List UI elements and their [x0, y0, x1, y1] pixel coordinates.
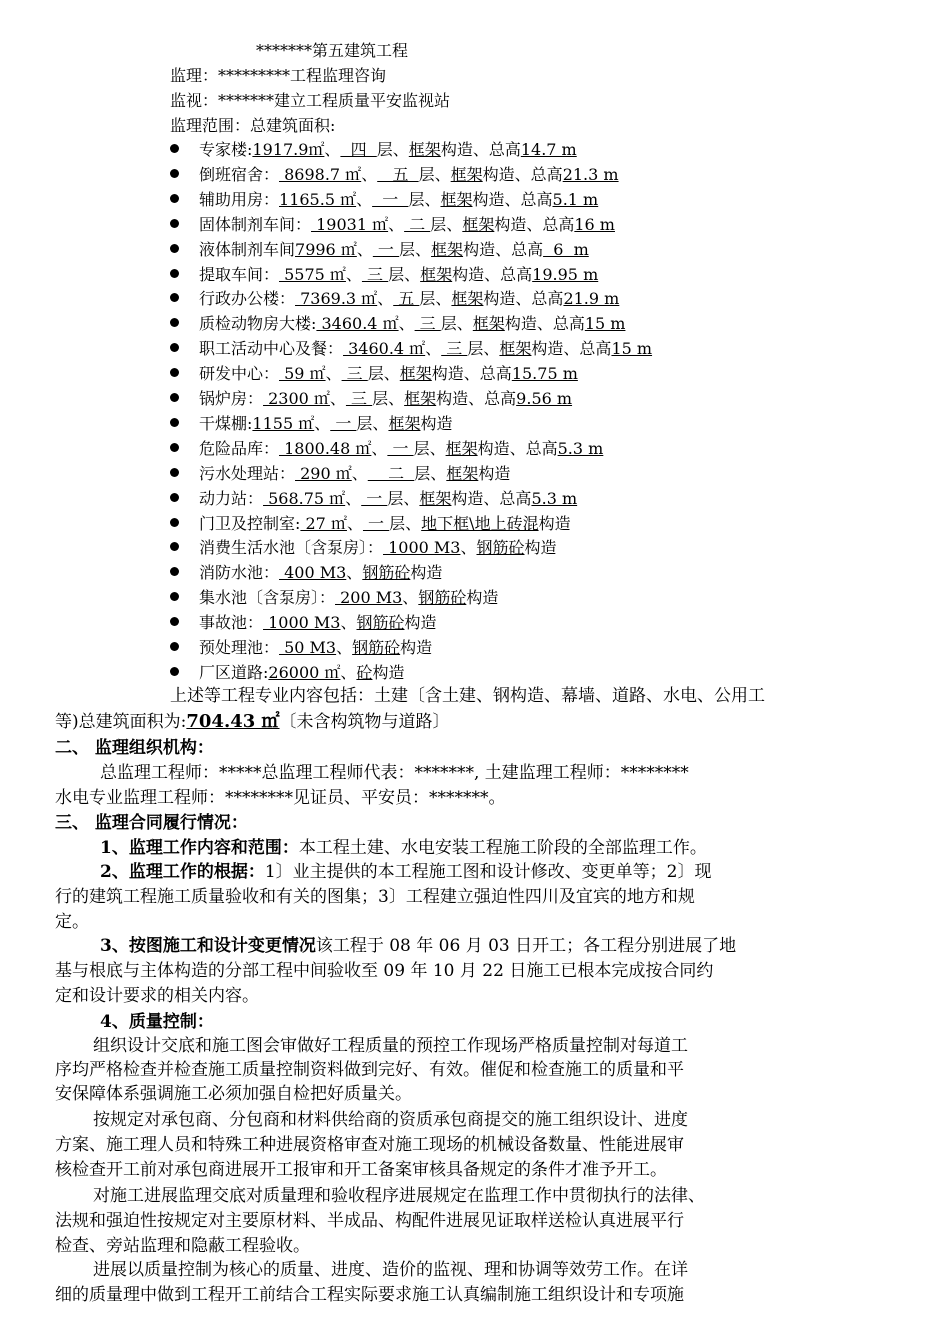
structure-label: 构造 — [420, 413, 453, 433]
floor-count: 二 — [367, 463, 415, 483]
structure-type: 钢筋砼 — [356, 613, 405, 633]
structure-label: 构造 — [524, 538, 557, 558]
separator: 、 — [345, 488, 362, 508]
structure-type: 框架 — [462, 214, 495, 234]
separator: 、 — [329, 389, 346, 408]
separator: 、 — [324, 140, 341, 159]
building-name: 固体制剂车间： — [199, 214, 312, 234]
total-area-value: 704.43 ㎡ — [186, 711, 280, 732]
structure-type: 框架 — [431, 239, 464, 259]
structure-type: 钢筋砼 — [362, 563, 411, 583]
building-height: 15 m — [611, 339, 653, 359]
quality-line-6: 核检查开工前对承包商进展开工报审和开工备案审核具备规定的条件才准予开工。 — [55, 1160, 667, 1180]
building-name: 行政办公楼： — [199, 289, 296, 309]
building-item — [170, 237, 589, 262]
structure-type: 砼 — [356, 662, 373, 682]
separator: 、 — [314, 413, 331, 433]
bullet-icon — [170, 518, 179, 527]
building-name: 预处理池： — [199, 638, 280, 657]
item-2-heading: 2、监理工作的根据： — [100, 862, 265, 882]
separator: 、 — [340, 662, 357, 682]
building-name: 质检动物房大楼: — [199, 314, 317, 334]
floor-count: 一 — [362, 513, 390, 533]
structure-label: 构造 — [538, 513, 571, 533]
building-item — [170, 286, 619, 311]
floor-count: 五 — [393, 289, 420, 309]
building-name: 锅炉房： — [199, 389, 264, 408]
structure-type: 框架 — [450, 164, 483, 184]
floor-count: 五 — [377, 164, 419, 184]
floor-label: 层、 — [408, 189, 441, 209]
floor-label: 层、 — [389, 513, 422, 533]
separator: 、 — [351, 463, 368, 483]
floor-label: 层、 — [467, 339, 500, 359]
structure-label: 构造、总高 — [477, 438, 558, 458]
building-name: 辅助用房： — [199, 189, 280, 209]
bullet-icon — [170, 443, 179, 452]
scope-label: 监理范围：总建筑面积: — [170, 116, 336, 135]
floor-label: 层、 — [399, 239, 432, 259]
building-item — [170, 361, 578, 386]
building-name: 事故池： — [199, 613, 264, 633]
floor-count: 三 — [345, 389, 373, 408]
bullet-icon — [170, 468, 179, 477]
separator: 、 — [425, 339, 442, 359]
floor-count: 四 — [340, 140, 377, 159]
summary-label: 等)总建筑面积为: — [55, 712, 187, 732]
structure-type: 框架 — [446, 463, 479, 483]
building-height: 15.75 m — [511, 364, 578, 384]
summary-note: 〔未含构筑物与道路〕 — [279, 712, 450, 732]
structure-type: 框架 — [408, 140, 441, 159]
building-height: 6 m — [543, 239, 589, 259]
item-2-line-2: 行的建筑工程施工质量验收和有关的图集；3〕工程建立强迫性四川及宜宾的地方和规 — [55, 887, 695, 907]
building-name: 动力站： — [199, 488, 264, 508]
structure-label: 构造、总高 — [504, 314, 585, 334]
building-name: 干煤棚: — [199, 413, 253, 433]
building-item — [170, 336, 652, 361]
building-name: 消费生活水池〔含泵房〕： — [199, 538, 384, 558]
quality-line-10: 进展以质量控制为核心的质量、进度、造价的监视、理和协调等效劳工作。在详 — [93, 1260, 688, 1280]
separator: 、 — [361, 164, 378, 184]
separator: 、 — [346, 513, 363, 533]
building-item — [170, 187, 598, 212]
separator: 、 — [371, 438, 388, 458]
separator: 、 — [377, 289, 394, 309]
floor-count: 一 — [361, 488, 388, 508]
item-3-text: 该工程于 08 年 06 月 03 日开工；各工程分别进展了地 — [315, 936, 737, 956]
bullet-icon — [170, 169, 179, 178]
bullet-icon — [170, 567, 179, 576]
building-item — [170, 660, 404, 685]
building-item — [170, 162, 619, 187]
bullet-icon — [170, 418, 179, 427]
structure-label: 构造 — [404, 613, 437, 633]
floor-label: 层、 — [376, 140, 409, 159]
project-title: *******第五建筑工程 — [256, 41, 409, 60]
item-2 — [100, 860, 711, 885]
building-height: 19.95 m — [532, 264, 599, 284]
building-area: 200 M3 — [335, 588, 403, 608]
bullet-icon — [170, 219, 179, 228]
building-name: 职工活动中心及餐： — [199, 339, 344, 359]
floor-count: 三 — [361, 264, 389, 284]
building-name: 集水池〔含泵房〕： — [199, 588, 336, 608]
building-area: 1917.9㎡ — [252, 140, 325, 159]
structure-type: 框架 — [451, 289, 484, 309]
quality-line-4: 按规定对承包商、分包商和材料供给商的资质承包商提交的施工组织设计、进度 — [93, 1110, 688, 1130]
bullet-icon — [170, 493, 179, 502]
bullet-icon — [170, 269, 179, 278]
building-area: 50 M3 — [279, 638, 337, 657]
summary-line-1: 上述等工程专业内容包括：土建〔含土建、钢构造、幕墙、道路、水电、公用工 — [170, 686, 765, 706]
floor-count: 一 — [372, 239, 400, 259]
building-area: 1800.48 ㎡ — [279, 438, 372, 458]
structure-type: 钢筋砼 — [352, 638, 401, 657]
building-name: 危险品库： — [199, 438, 280, 458]
building-area: 3460.4 ㎡ — [343, 339, 426, 359]
building-area: 1155 ㎡ — [252, 413, 315, 433]
bullet-icon — [170, 194, 179, 203]
building-area: 5575 ㎡ — [279, 264, 346, 284]
building-height: 14.7 m — [520, 140, 577, 159]
floor-count: 一 — [372, 189, 409, 209]
quality-line-2: 序均严格检查并检查施工质量控制资料做到完好、有效。催促和检查施工的质量和平 — [55, 1060, 684, 1080]
separator: 、 — [346, 563, 363, 583]
section-2-line-2: 水电专业监理工程师：********见证员、平安员：*******。 — [55, 788, 506, 808]
building-area: 1165.5 ㎡ — [279, 189, 357, 209]
quality-line-3: 安保障体系强调施工必须加强自检把好质量关。 — [55, 1084, 412, 1104]
building-item — [170, 137, 577, 162]
item-4-heading: 4、质量控制： — [100, 1012, 214, 1032]
building-name: 污水处理站： — [199, 463, 296, 483]
separator: 、 — [336, 638, 353, 657]
floor-label: 层、 — [418, 164, 451, 184]
summary-line-2 — [55, 709, 450, 735]
separator: 、 — [356, 189, 373, 209]
building-height: 5.3 m — [557, 438, 604, 458]
structure-type: 框架 — [472, 314, 505, 334]
building-item — [170, 535, 557, 560]
section-3-title: 三、 监理合同履行情况： — [55, 813, 248, 833]
building-name: 专家楼: — [199, 140, 253, 159]
monitor-line: 监视：*******建立工程质量平安监视站 — [170, 91, 451, 110]
building-name: 研发中心： — [199, 364, 280, 384]
floor-label: 层、 — [414, 463, 447, 483]
floor-label: 层、 — [440, 314, 473, 334]
building-item — [170, 212, 615, 237]
bullet-icon — [170, 542, 179, 551]
structure-type: 钢筋砼 — [418, 588, 467, 608]
separator: 、 — [340, 613, 357, 633]
building-area: 1000 M3 — [263, 613, 341, 633]
bullet-icon — [170, 642, 179, 651]
building-area: 7369.3 ㎡ — [295, 289, 378, 309]
structure-type: 框架 — [399, 364, 432, 384]
quality-line-5: 方案、施工理人员和特殊工种进展资格审查对施工现场的机械设备数量、性能进展审 — [55, 1135, 684, 1155]
separator: 、 — [345, 264, 362, 284]
structure-label: 构造 — [410, 563, 443, 583]
floor-count: 三 — [441, 339, 468, 359]
building-item — [170, 585, 498, 610]
building-area: 400 M3 — [279, 563, 347, 583]
quality-line-11: 细的质量理中做到工程开工前结合工程实际要求施工认真编制施工组织设计和专项施 — [55, 1285, 684, 1305]
quality-line-7: 对施工进展监理交底对质量理和验收程序进展规定在监理工作中贯彻执行的法律、 — [93, 1186, 705, 1206]
building-area: 7996 ㎡ — [295, 239, 357, 259]
building-item — [170, 486, 577, 511]
structure-label: 构造、总高 — [451, 488, 532, 508]
building-item — [170, 610, 437, 635]
building-area: 568.75 ㎡ — [263, 488, 346, 508]
floor-label: 层、 — [388, 264, 421, 284]
floor-count: 三 — [341, 364, 368, 384]
structure-type: 框架 — [420, 264, 453, 284]
separator: 、 — [398, 314, 415, 334]
item-2-text: 1〕业主提供的本工程施工图和设计修改、变更单等；2〕现 — [264, 862, 712, 882]
section-2-line-1: 总监理工程师：*****总监理工程师代表：*******, 土建监理工程师：******** — [100, 763, 689, 783]
building-item — [170, 560, 442, 585]
building-area: 8698.7 ㎡ — [279, 164, 362, 184]
structure-label: 构造、总高 — [431, 364, 512, 384]
building-item — [170, 461, 510, 486]
building-item — [170, 436, 603, 461]
separator: 、 — [325, 364, 342, 384]
bullet-icon — [170, 343, 179, 352]
building-height: 5.1 m — [552, 189, 599, 209]
building-name: 液体制剂车间 — [199, 239, 296, 259]
quality-line-1: 组织设计交底和施工图会审做好工程质量的预控工作现场严格质量控制对每道工 — [93, 1036, 688, 1056]
building-item — [170, 262, 598, 287]
structure-type: 框架 — [440, 189, 473, 209]
building-area: 2300 ㎡ — [263, 389, 330, 408]
building-name: 倒班宿舍： — [199, 164, 280, 184]
separator: 、 — [460, 538, 477, 558]
building-area: 59 ㎡ — [279, 364, 326, 384]
bullet-icon — [170, 368, 179, 377]
bullet-icon — [170, 592, 179, 601]
structure-label: 构造、总高 — [440, 140, 521, 159]
building-item — [170, 411, 452, 436]
building-height: 21.9 m — [563, 289, 620, 309]
structure-label: 构造、总高 — [483, 289, 564, 309]
structure-type: 钢筋砼 — [476, 538, 525, 558]
bullet-icon — [170, 393, 179, 402]
bullet-icon — [170, 617, 179, 626]
structure-label: 构造、总高 — [452, 264, 533, 284]
separator: 、 — [402, 588, 419, 608]
structure-label: 构造、总高 — [436, 389, 517, 408]
building-area: 3460.4 ㎡ — [316, 314, 399, 334]
building-name: 厂区道路: — [199, 662, 269, 682]
building-area: 19031 ㎡ — [311, 214, 389, 234]
building-item — [170, 635, 432, 660]
supervisor-line: 监理：*********工程监理咨询 — [170, 66, 387, 85]
building-name: 提取车间： — [199, 264, 280, 284]
floor-label: 层、 — [419, 289, 452, 309]
item-2-line-3: 定。 — [55, 912, 89, 932]
floor-label: 层、 — [413, 438, 446, 458]
building-item — [170, 386, 572, 411]
item-3-line-3: 定和设计要求的相关内容。 — [55, 986, 259, 1006]
building-height: 16 m — [574, 214, 615, 234]
structure-label: 构造 — [478, 463, 511, 483]
bullet-icon — [170, 667, 179, 676]
floor-label: 层、 — [387, 488, 420, 508]
quality-line-9: 检查、旁站监理和隐蔽工程验收。 — [55, 1236, 310, 1256]
floor-count: 一 — [387, 438, 414, 458]
structure-type: 地下框\地上砖混 — [421, 513, 539, 533]
building-height: 9.56 m — [516, 389, 573, 408]
item-3-line-2: 基与根底与主体构造的分部工程中间验收至 09 年 10 月 22 日施工已根本完成按合同约 — [55, 961, 714, 981]
section-2-title: 二、 监理组织机构： — [55, 738, 214, 758]
bullet-icon — [170, 244, 179, 253]
structure-label: 构造 — [372, 662, 405, 682]
building-height: 5.3 m — [531, 488, 578, 508]
floor-count: 三 — [414, 314, 441, 334]
bullet-icon — [170, 144, 179, 153]
quality-line-8: 法规和强迫性按规定对主要原材料、半成品、构配件进展见证取样送检认真进展平行 — [55, 1211, 684, 1231]
floor-label: 层、 — [356, 413, 389, 433]
building-item — [170, 311, 625, 336]
item-3-heading: 3、按图施工和设计变更情况 — [100, 936, 316, 956]
structure-label: 构造 — [400, 638, 433, 657]
structure-type: 框架 — [404, 389, 437, 408]
bullet-icon — [170, 293, 179, 302]
structure-label: 构造 — [466, 588, 499, 608]
item-1-heading: 1、监理工作内容和范围： — [100, 838, 299, 858]
floor-count: 一 — [330, 413, 357, 433]
building-name: 门卫及控制室: — [199, 513, 301, 533]
building-height: 15 m — [584, 314, 626, 334]
structure-label: 构造、总高 — [494, 214, 575, 234]
structure-type: 框架 — [499, 339, 532, 359]
floor-label: 层、 — [372, 389, 405, 408]
structure-label: 构造、总高 — [472, 189, 553, 209]
building-name: 消防水池： — [199, 563, 280, 583]
building-height: 21.3 m — [562, 164, 619, 184]
building-item — [170, 511, 571, 536]
structure-type: 框架 — [388, 413, 421, 433]
building-area: 1000 M3 — [383, 538, 461, 558]
floor-label: 层、 — [367, 364, 400, 384]
structure-label: 构造、总高 — [482, 164, 563, 184]
bullet-icon — [170, 318, 179, 327]
building-area: 27 ㎡ — [300, 513, 347, 533]
structure-type: 框架 — [419, 488, 452, 508]
item-1 — [100, 836, 707, 861]
structure-label: 构造、总高 — [531, 339, 612, 359]
item-1-text: 本工程土建、水电安装工程施工阶段的全部监理工作。 — [298, 838, 707, 858]
building-area: 26000 ㎡ — [268, 662, 341, 682]
separator: 、 — [356, 239, 373, 259]
floor-label: 层、 — [430, 214, 463, 234]
structure-label: 构造、总高 — [463, 239, 544, 259]
structure-type: 框架 — [445, 438, 478, 458]
item-3 — [100, 934, 736, 959]
separator: 、 — [388, 214, 405, 234]
building-area: 290 ㎡ — [295, 463, 352, 483]
floor-count: 二 — [404, 214, 431, 234]
